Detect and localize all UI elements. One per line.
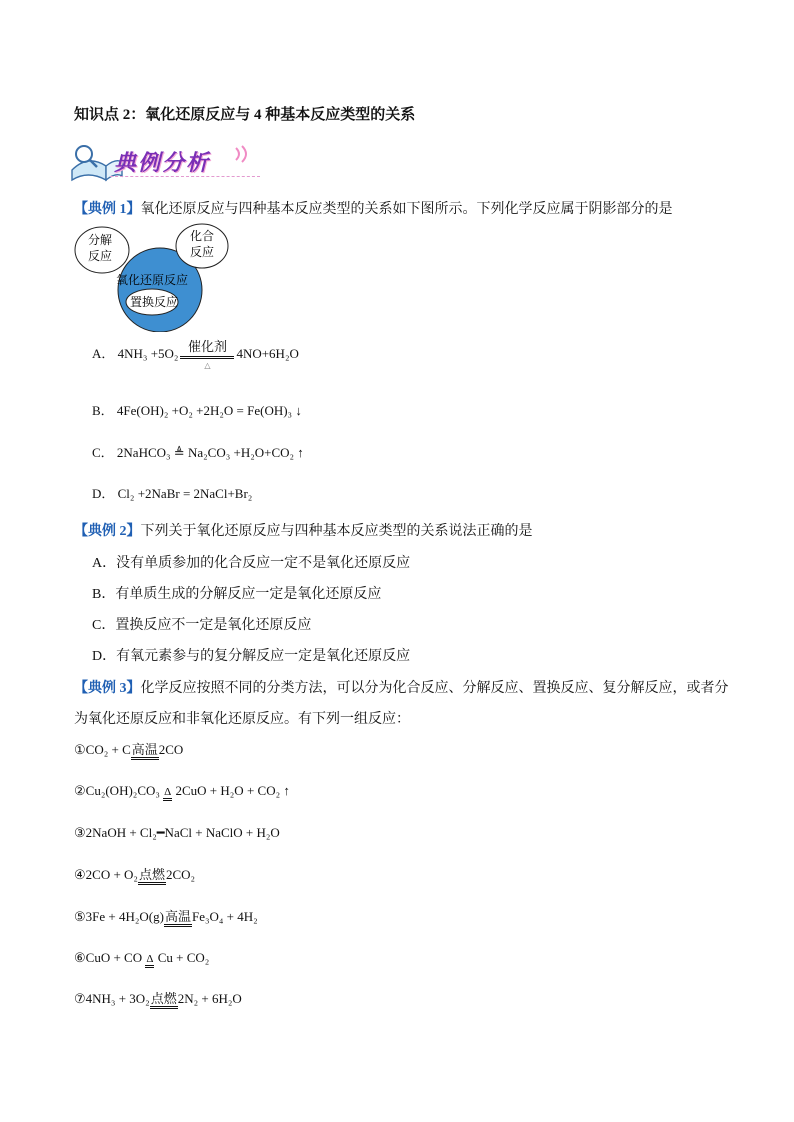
example-banner — [66, 140, 266, 184]
decomp-label-1: 分解 — [88, 233, 113, 247]
reaction-6-condition: Δ — [145, 953, 154, 968]
comb-label-1: 化合 — [190, 229, 215, 243]
reaction-5-condition: 高温 — [164, 909, 192, 927]
reaction-1-condition: 高温 — [131, 742, 159, 760]
ex2-option-d: D．有氧元素参与的复分解反应一定是氧化还原反应 — [92, 649, 411, 664]
ex3-text-1: 化学反应按照不同的分类方法，可以分为化合反应、分解反应、置换反应、复分解反应，或者分 — [140, 681, 729, 696]
signal-icon — [234, 144, 256, 164]
ex1-option-c: C． 2NaHCO₃ ≜ Na₂CO₃ +H₂O+CO₂ ↑ — [92, 445, 304, 460]
ex1-text: 氧化还原反应与四种基本反应类型的关系如下图所示。下列化学反应属于阴影部分的是 — [140, 202, 673, 217]
ex2-tag: 【典例 2】 — [74, 524, 141, 539]
replace-label: 置换反应 — [130, 295, 179, 309]
banner-text: 典例分析 — [114, 151, 211, 176]
reaction-3: ③2NaOH + Cl₂━NaCl + NaClO + H₂O — [74, 825, 280, 840]
ex2-stem — [74, 520, 533, 540]
banner-underline — [110, 176, 260, 177]
reaction-6: ⑥CuO + CO Δ Cu + CO₂ — [74, 950, 209, 966]
reaction-5: ⑤3Fe + 4H₂O(g)高温Fe₃O₄ + 4H₂ — [74, 909, 258, 925]
reaction-2: ②Cu₂(OH)₂CO₃ Δ 2CuO + H₂O + CO₂ ↑ — [74, 783, 290, 799]
ex2-option-b: B．有单质生成的分解反应一定是氧化还原反应 — [92, 587, 382, 602]
ex1-tag: 【典例 1】 — [74, 202, 141, 217]
section-title: 知识点 2：氧化还原反应与 4 种基本反应类型的关系 — [74, 107, 416, 123]
decomp-label-2: 反应 — [88, 249, 113, 263]
ex2-option-a: A．没有单质参加的化合反应一定不是氧化还原反应 — [92, 556, 411, 571]
venn-diagram — [74, 220, 244, 332]
ex3-stem-line1 — [74, 677, 729, 697]
ex1-option-d: D． Cl₂ +2NaBr = 2NaCl+Br₂ — [92, 486, 253, 501]
ex2-text: 下列关于氧化还原反应与四种基本反应类型的关系说法正确的是 — [140, 524, 533, 539]
reaction-4: ④2CO + O₂点燃2CO₂ — [74, 867, 195, 883]
ex1-option-b: B． 4Fe(OH)₂ +O₂ +2H₂O = Fe(OH)₃ ↓ — [92, 403, 302, 418]
comb-label-2: 反应 — [190, 245, 215, 259]
reaction-7-condition: 点燃 — [150, 991, 178, 1009]
ex3-tag: 【典例 3】 — [74, 681, 141, 696]
ex1-option-a: A． 4NH₃ +5O₂ $\frac{\text{催化剂}}{\triangle}$ 4NO+6H₂O — [92, 339, 299, 370]
catalyst-condition: $\frac{\text{催化剂}}{\triangle}$ — [180, 340, 234, 370]
reaction-2-condition: Δ — [163, 786, 172, 801]
ex1-stem — [74, 198, 673, 218]
reaction-7: ⑦4NH₃ + 3O₂点燃2N₂ + 6H₂O — [74, 991, 242, 1007]
reaction-1: ①CO₂ + C高温2CO — [74, 742, 183, 758]
reaction-4-condition: 点燃 — [138, 867, 166, 885]
ex3-stem-line2: 为氧化还原反应和非氧化还原反应。有下列一组反应： — [74, 712, 410, 727]
redox-label: 氧化还原反应 — [116, 273, 189, 287]
ex2-option-c: C．置换反应不一定是氧化还原反应 — [92, 618, 312, 633]
